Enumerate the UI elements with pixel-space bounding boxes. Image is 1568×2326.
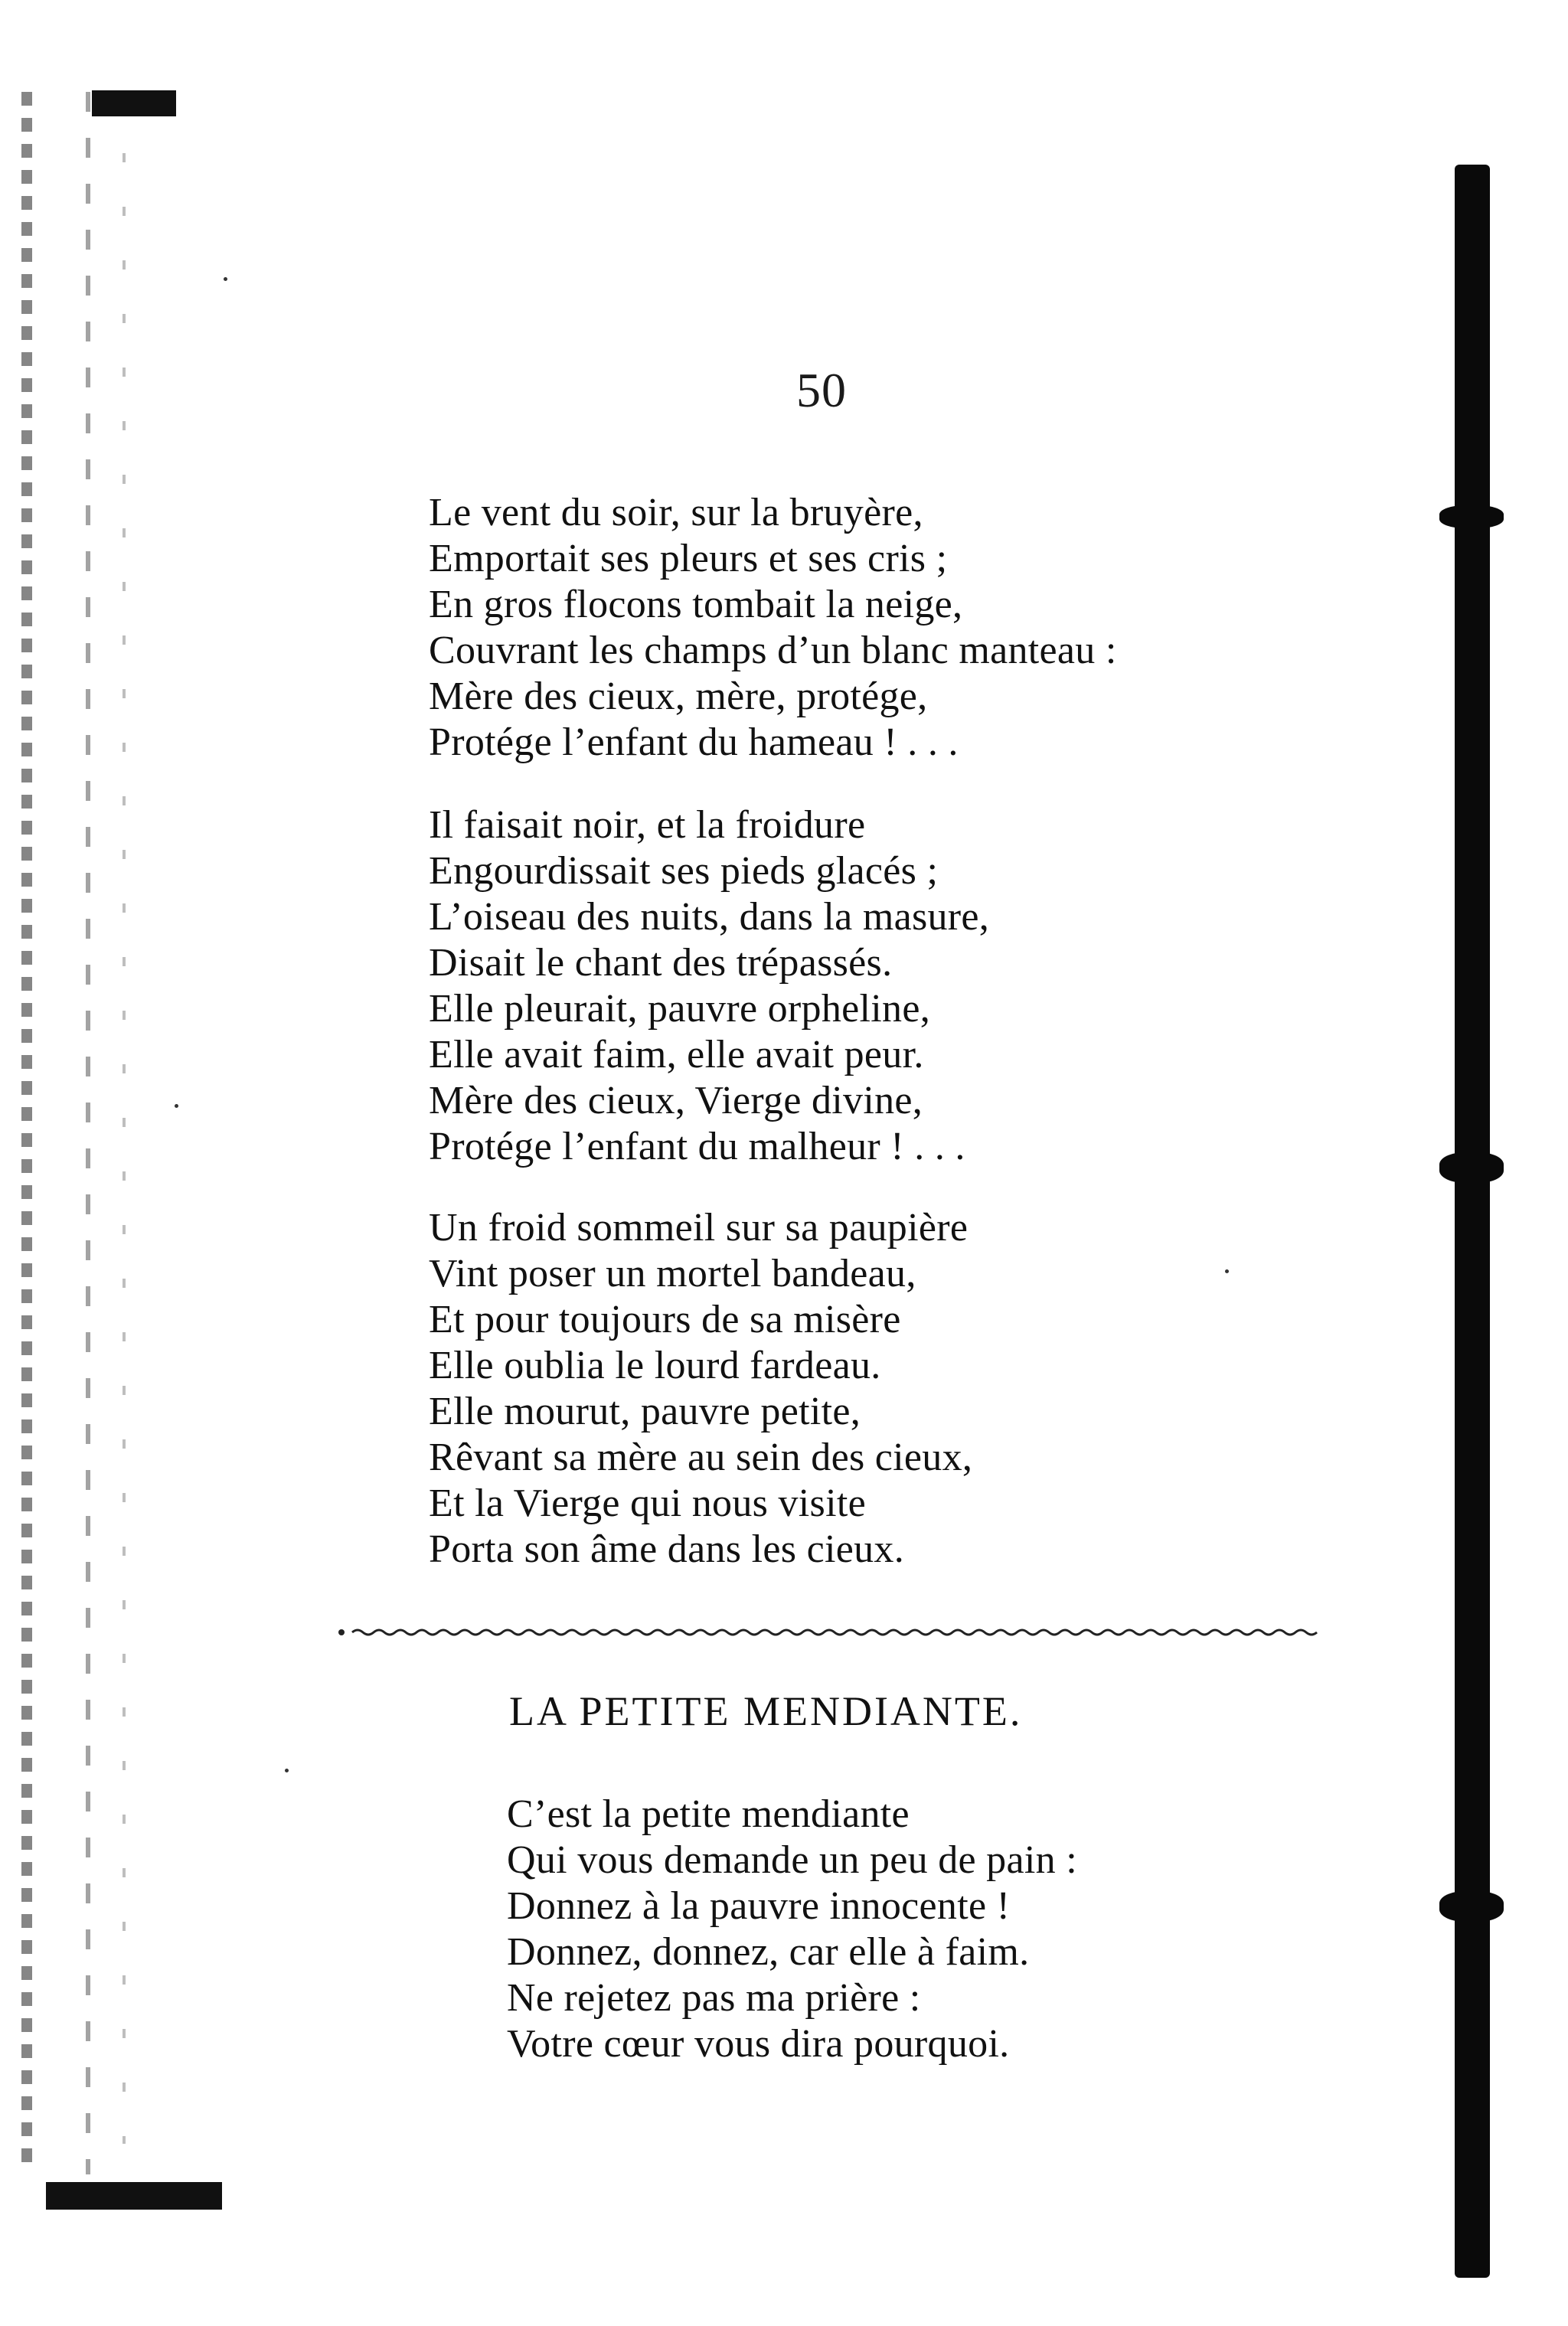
scan-speck <box>285 1769 289 1772</box>
wavy-section-divider <box>337 1623 1325 1642</box>
divider-dot <box>338 1629 345 1635</box>
poem-line: Et pour toujours de sa misère <box>429 1298 901 1341</box>
scan-corner-mark <box>92 90 176 116</box>
scan-corner-mark <box>46 2182 222 2210</box>
poem-line: Rêvant sa mère au sein des cieux, <box>429 1436 973 1479</box>
poem-line: Elle oublia le lourd fardeau. <box>429 1344 881 1387</box>
poem-line: Un froid sommeil sur sa paupière <box>429 1206 969 1250</box>
ribbon-knot <box>1439 1891 1504 1922</box>
poem-stanza <box>429 490 1117 766</box>
poem-line: Qui vous demande un peu de pain : <box>507 1838 1077 1882</box>
scan-speck <box>224 277 227 281</box>
poem-line: Le vent du soir, sur la bruyère, <box>429 491 923 534</box>
divider-wave <box>352 1630 1317 1635</box>
page-number: 50 <box>796 363 847 417</box>
poem-stanza <box>429 1205 972 1573</box>
poem-stanza <box>507 1792 1077 2067</box>
poem-line: Engourdissait ses pieds glacés ; <box>429 849 939 893</box>
bookmark-ribbon <box>1455 165 1490 2278</box>
poem-line: Et la Vierge qui nous visite <box>429 1482 866 1525</box>
poem-line: Porta son âme dans les cieux. <box>429 1527 904 1571</box>
poem-line: C’est la petite mendiante <box>507 1792 910 1836</box>
poem-line: Emportait ses pleurs et ses cris ; <box>429 537 948 580</box>
poem-line: Elle pleurait, pauvre orpheline, <box>429 987 931 1031</box>
poem-line: Ne rejetez pas ma prière : <box>507 1976 921 2020</box>
scan-binding-edge <box>122 153 126 2144</box>
poem-line: Donnez, donnez, car elle à faim. <box>507 1930 1030 1974</box>
poem-line: En gros flocons tombait la neige, <box>429 583 963 626</box>
poem-line: Protége l’enfant du hameau ! . . . <box>429 720 959 764</box>
ribbon-knot <box>1439 1152 1504 1183</box>
poem-line: Couvrant les champs d’un blanc manteau : <box>429 629 1117 672</box>
poem-line: Protége l’enfant du malheur ! . . . <box>429 1125 965 1168</box>
poem-line: Mère des cieux, mère, protége, <box>429 675 928 718</box>
poem-line: Il faisait noir, et la froidure <box>429 803 866 847</box>
poem-line: Mère des cieux, Vierge divine, <box>429 1079 923 1122</box>
poem-line: Disait le chant des trépassés. <box>429 941 893 985</box>
scan-speck <box>1225 1269 1229 1273</box>
scan-binding-edge <box>21 92 32 2174</box>
poem-line: Vint poser un mortel bandeau, <box>429 1252 916 1295</box>
poem-line: Elle mourut, pauvre petite, <box>429 1390 861 1433</box>
poem-stanza <box>429 802 989 1170</box>
poem-line: Elle avait faim, elle avait peur. <box>429 1033 924 1076</box>
poem-line: Votre cœur vous dira pourquoi. <box>507 2022 1010 2066</box>
poem-line: Donnez à la pauvre innocente ! <box>507 1884 1011 1928</box>
scan-speck <box>175 1104 178 1108</box>
poem-line: L’oiseau des nuits, dans la masure, <box>429 895 990 939</box>
section-title: LA PETITE MENDIANTE. <box>509 1688 1023 1734</box>
ribbon-knot <box>1439 505 1504 528</box>
scan-binding-edge <box>86 92 90 2174</box>
